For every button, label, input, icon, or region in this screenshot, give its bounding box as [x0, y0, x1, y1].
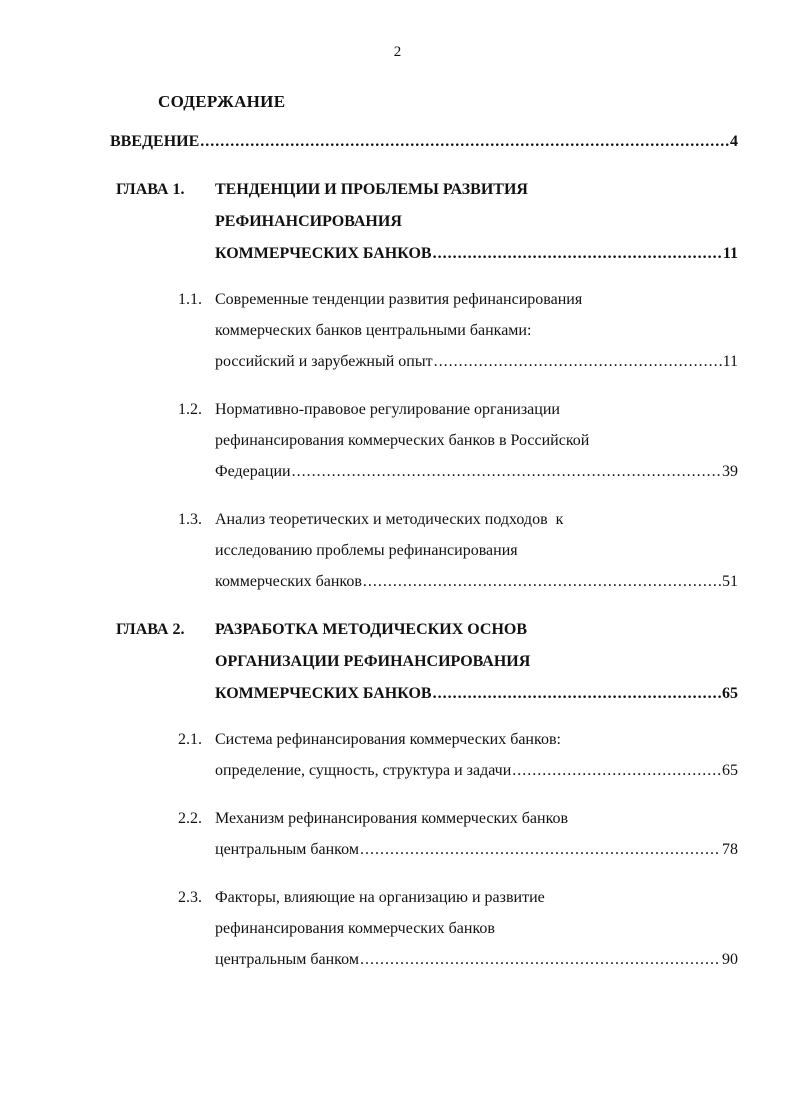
section-number: 2.2.: [178, 810, 202, 827]
chapter-label: ГЛАВА 1.: [116, 181, 185, 198]
toc-title: СОДЕРЖАНИЕ: [158, 92, 286, 111]
section-title-line-with-page: Федерации ..... 39: [215, 461, 738, 483]
section-title-line: Механизм рефинансирования коммерческих банков: [215, 810, 569, 827]
chapter-title-line: РАЗРАБОТКА МЕТОДИЧЕСКИХ ОСНОВ: [215, 621, 528, 638]
toc-entry-label: ВВЕДЕНИЕ: [110, 133, 200, 150]
dot-leader: [200, 131, 729, 153]
section-title-line-with-page: центральным банком ..... 90: [215, 949, 738, 971]
toc-entry-page: 11: [722, 353, 738, 370]
dot-leader: [360, 949, 721, 971]
section-title-line-with-page: коммерческих банков ..... 51: [215, 571, 738, 593]
section-number: 1.3.: [178, 511, 202, 528]
chapter-title-line-with-page: КОММЕРЧЕСКИХ БАНКОВ ..... 65: [215, 683, 738, 705]
section-title-line: коммерческих банков центральными банками:: [215, 322, 532, 339]
dot-leader: [433, 243, 722, 265]
section-title-line: Современные тенденции развития рефинансирования: [215, 291, 583, 308]
chapter-title-line: ТЕНДЕНЦИИ И ПРОБЛЕМЫ РАЗВИТИЯ: [215, 181, 528, 198]
dot-leader: [434, 351, 722, 373]
toc-entry-page: 51: [722, 573, 738, 590]
toc-entry-page: 39: [722, 463, 738, 480]
section-title-line: Нормативно-правовое регулирование организации: [215, 401, 560, 418]
dot-leader: [360, 839, 721, 861]
toc-entry-intro[interactable]: [110, 131, 738, 153]
section-title-line-with-page: российский и зарубежный опыт ..... 11: [215, 351, 738, 373]
section-title-line: Анализ теоретических и методических подходов к: [215, 511, 564, 528]
dot-leader: [433, 683, 721, 705]
section-title-line: Система рефинансирования коммерческих банков:: [215, 731, 561, 748]
chapter-label: ГЛАВА 2.: [116, 621, 185, 638]
section-title-line: исследованию проблемы рефинансирования: [215, 542, 518, 559]
section-title-line: рефинансирования коммерческих банков в Российской: [215, 432, 590, 449]
chapter-title-line-with-page: КОММЕРЧЕСКИХ БАНКОВ ..... 11: [215, 243, 738, 265]
toc-entry-page: 90: [722, 951, 738, 968]
section-number: 2.1.: [178, 731, 202, 748]
dot-leader: [363, 571, 721, 593]
section-title-line: рефинансирования коммерческих банков: [215, 920, 495, 937]
section-number: 2.3.: [178, 889, 202, 906]
section-title-line: Факторы, влияющие на организацию и развитие: [215, 889, 545, 906]
chapter-title-line: ОРГАНИЗАЦИИ РЕФИНАНСИРОВАНИЯ: [215, 653, 531, 670]
section-number: 1.2.: [178, 401, 202, 418]
section-title-line-with-page: определение, сущность, структура и задачи ..... 65: [215, 760, 738, 782]
toc-entry-page: 78: [722, 841, 738, 858]
dot-leader: [512, 760, 721, 782]
toc-entry-page: 11: [722, 245, 738, 262]
dot-leader: [292, 461, 721, 483]
toc-entry-page: 65: [722, 685, 738, 702]
page-number: 2: [393, 44, 402, 60]
section-number: 1.1.: [178, 291, 202, 308]
toc-entry-page: 4: [730, 133, 738, 150]
chapter-title-line: РЕФИНАНСИРОВАНИЯ: [215, 213, 402, 230]
toc-entry-page: 65: [722, 762, 738, 779]
section-title-line-with-page: центральным банком ..... 78: [215, 839, 738, 861]
